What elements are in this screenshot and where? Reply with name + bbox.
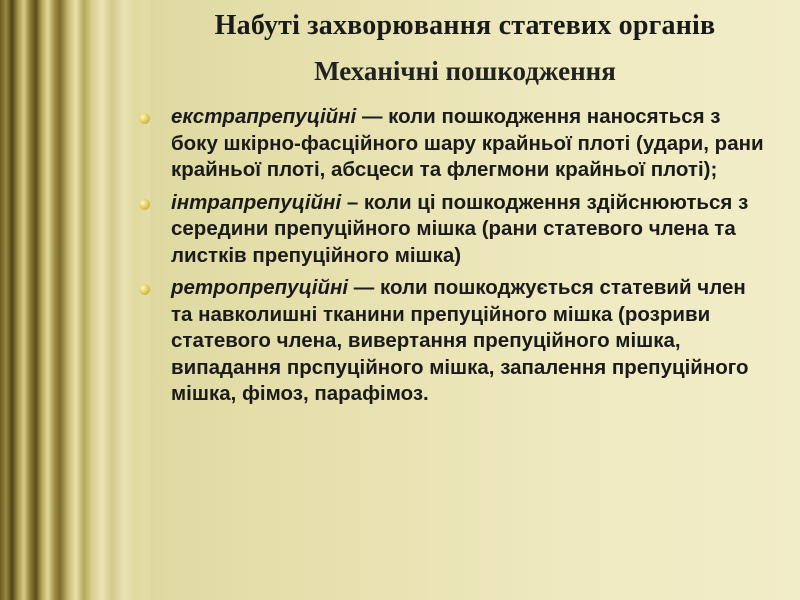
bullet-text: – коли ці пошкодження здійснюються з середини препуційного мішка (рани статевого члена та листків препуційного мішка) [171,190,749,267]
decorative-stripes [0,0,150,600]
bullet-term: інтрапрепуційні [171,190,342,214]
bullet-term: ретропрепуційні [171,276,349,299]
bullet-item [136,104,766,184]
bullet-dot-icon [139,199,150,210]
bullet-text: — коли пошкодження наносяться з боку шкірно-фасційного шару крайньої плоті (удари, рани крайньої плоті, абсцеси та флегмони крайньої плоті); [171,105,764,181]
slide-subtitle: Механічні пошкодження [314,56,616,86]
bullet-item [136,190,766,270]
bullet-list [136,104,766,414]
slide-title: Набуті захворювання статевих органів [214,10,716,41]
bullet-term: екстрапрепуційні [171,105,357,128]
bullet-item [136,275,766,408]
bullet-text: — коли пошкоджується статевий член та навколишні тканини препуційного мішка (розриви статевого члена, вивертання препуційного мішка, випадання прспуційного мішка, запалення препуційного мішка, фімоз, парафімоз. [171,276,749,405]
bullet-dot-icon [139,284,150,295]
bullet-dot-icon [139,113,150,124]
